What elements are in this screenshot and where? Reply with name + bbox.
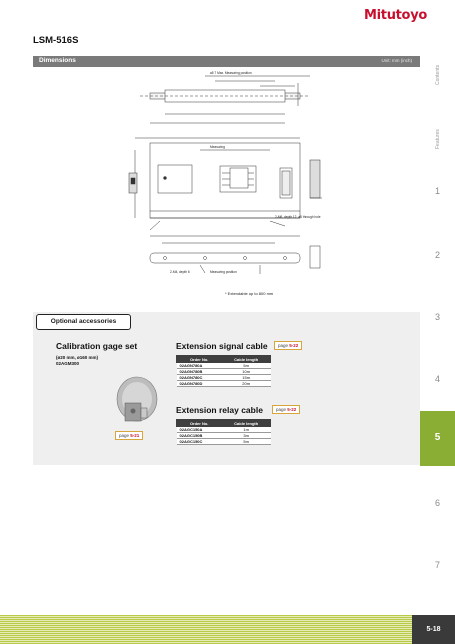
footer-stripes (0, 615, 412, 644)
signal-cable-title: Extension signal cable (176, 341, 268, 351)
dimension-drawing (110, 68, 420, 300)
dimensions-note: * Extendable up to 800 mm (225, 291, 274, 296)
calibration-gage-order-no: 02AGM300 (56, 361, 80, 366)
table-header-order: Order No. (177, 420, 222, 427)
signal-cable-page-prefix: page (278, 343, 289, 348)
order-no-cell: 02AGN780D (177, 381, 222, 387)
calibration-gage-title: Calibration gage set (56, 341, 138, 351)
nav-chapter-1[interactable]: 1 (434, 186, 440, 196)
table-row (177, 381, 271, 387)
drawing-label-measuring: Measuring (210, 145, 225, 149)
order-no-cell: 02AGN780A (177, 363, 222, 369)
nav-chapter-2[interactable]: 2 (434, 250, 440, 260)
relay-cable-page-prefix: page (276, 407, 287, 412)
nav-chapter-5-active[interactable] (420, 411, 455, 466)
length-cell: 5m (222, 439, 271, 445)
signal-cable-page-number: 5-22 (289, 343, 299, 348)
nav-contents[interactable]: Contents (435, 64, 441, 85)
length-cell: 10m (222, 369, 271, 375)
drawing-label-thread: 2-M4, depth 6 (170, 270, 190, 274)
dimensions-label: Dimensions (39, 57, 76, 64)
order-no-cell: 02AGC150B (177, 433, 222, 439)
nav-chapter-3[interactable]: 3 (434, 312, 440, 322)
calibration-page-prefix: page (119, 433, 130, 438)
table-row (177, 439, 271, 445)
table-header-length: Cable length (222, 356, 271, 363)
brand-logo: Mitutoyo (363, 8, 427, 23)
table-header-row (177, 420, 271, 427)
page-title: LSM-516S (33, 35, 79, 46)
dimensions-section-bar (33, 56, 420, 67)
table-header-row (177, 356, 271, 363)
calibration-gage-image (115, 375, 165, 425)
order-no-cell: 02AGC150C (177, 439, 222, 445)
relay-cable-title: Extension relay cable (176, 405, 263, 415)
length-cell: 15m (222, 375, 271, 381)
nav-features[interactable]: Features (435, 129, 441, 149)
page-number: 5-18 (412, 615, 455, 644)
nav-chapter-7[interactable]: 7 (434, 560, 440, 570)
nav-chapter-6[interactable]: 6 (434, 498, 440, 508)
length-cell: 5m (222, 363, 271, 369)
table-header-order: Order No. (177, 356, 222, 363)
calibration-gage-spec: (ø20 mm, ø160 mm) (56, 355, 99, 360)
relay-cable-page-ref[interactable] (272, 405, 300, 414)
order-no-cell: 02AGN780B (177, 369, 222, 375)
signal-cable-table (176, 355, 271, 387)
length-cell: 20m (222, 381, 271, 387)
nav-chapter-4[interactable]: 4 (434, 374, 440, 384)
length-cell: 3m (222, 433, 271, 439)
length-cell: 1m (222, 427, 271, 433)
chapter-side-nav (420, 0, 455, 644)
drawing-label-measuring-position: Measuring position (210, 270, 237, 274)
order-no-cell: 02AGN780C (177, 375, 222, 381)
drawing-label-hole: 2-M6, depth 12, ø5 through hole (275, 215, 321, 219)
order-no-cell: 02AGC150A (177, 427, 222, 433)
calibration-page-ref[interactable] (115, 431, 143, 440)
dimensions-unit: Unit: mm (inch) (381, 58, 412, 63)
optional-accessories-tag: Optional accessories (36, 314, 131, 330)
relay-cable-table (176, 419, 271, 445)
relay-cable-page-number: 5-22 (287, 407, 297, 412)
signal-cable-page-ref[interactable] (274, 341, 302, 350)
calibration-page-number: 5-21 (130, 433, 140, 438)
nav-chapter-5-label: 5 (434, 432, 441, 443)
table-header-length: Cable length (222, 420, 271, 427)
drawing-label-position: a5 7 Max. Measuring position (210, 71, 252, 75)
